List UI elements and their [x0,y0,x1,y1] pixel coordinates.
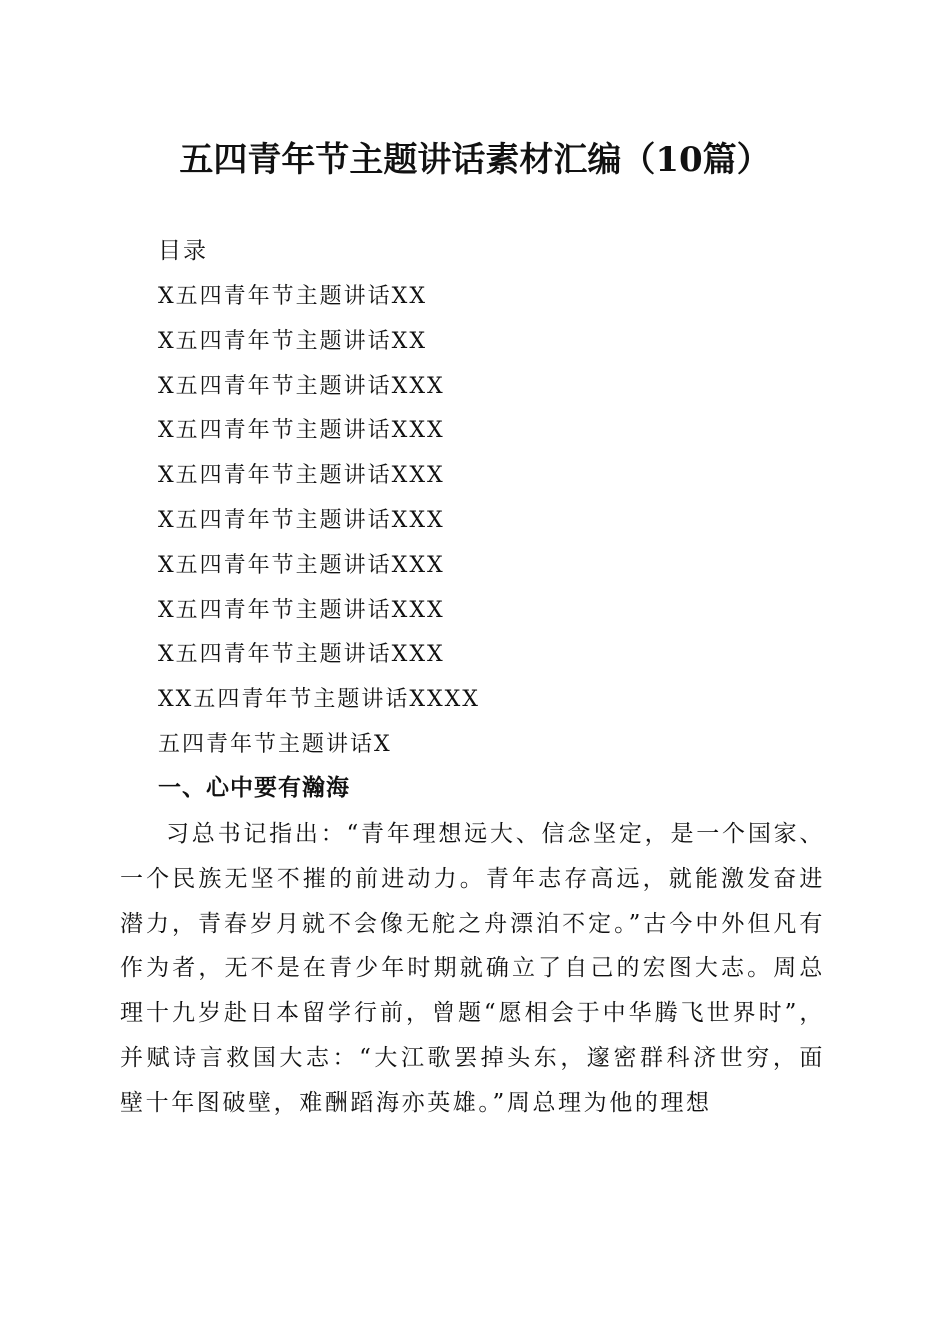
toc-item: XX五四青年节主题讲话XXXX [158,687,480,713]
toc-item: X五四青年节主题讲话XXX [158,642,445,668]
toc-item: X五四青年节主题讲话XXX [158,463,445,489]
toc-item: X五四青年节主题讲话XXX [158,373,445,399]
body-paragraph: 习总书记指出：“青年理想远大、信念坚定，是一个国家、一个民族无坚不摧的前进动力。青年志存高远，就能激发奋进潜力，青春岁月就不会像无舵之舟漂泊不定。”古今中外但凡有作为者，无不是在青少年时期就确立了自己的宏图大志。周总理十九岁赴日本留学行前，曾题“愿相会于中华腾飞世界时”，并赋诗言救国大志：“大江歌罢掉头东，邃密群科济世穷，面壁十年图破壁，难酬蹈海亦英雄。”周总理为他的理想 [120,821,825,1116]
toc-item: X五四青年节主题讲话XXX [158,552,445,578]
toc-item: X五四青年节主题讲话XX [158,328,427,354]
toc-heading: 目录 [158,238,208,264]
document-title: 五四青年节主题讲话素材汇编（10篇） [179,140,771,180]
section-heading: 一、心中要有瀚海 [158,775,350,801]
toc-item: X五四青年节主题讲话XX [158,284,427,309]
toc-item: X五四青年节主题讲话XXX [158,418,445,444]
toc-item: 五四青年节主题讲话X [158,731,392,757]
toc-item: X五四青年节主题讲话XXX [158,597,445,623]
toc-item: X五四青年节主题讲话XXX [158,507,445,533]
table-of-contents [158,279,480,772]
